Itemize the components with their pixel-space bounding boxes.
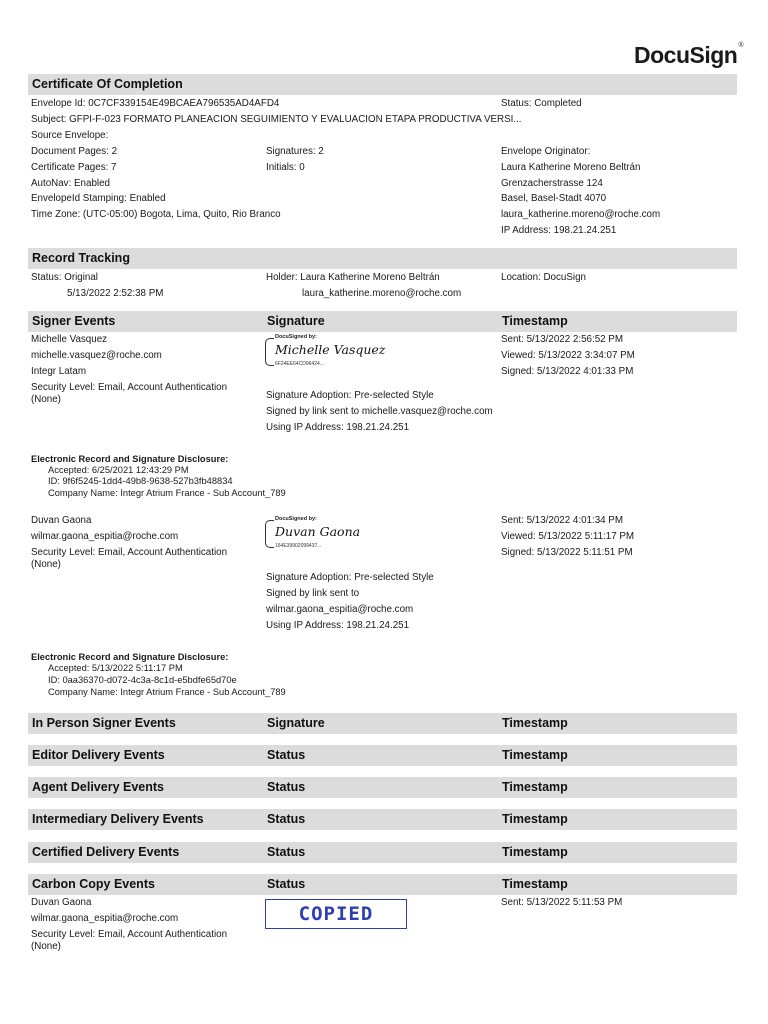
- cc-email: wilmar.gaona_espitia@roche.com: [31, 913, 179, 924]
- originator-city: Basel, Basel-Stadt 4070: [501, 193, 607, 204]
- originator-email: laura_katherine.moreno@roche.com: [501, 209, 661, 220]
- section-heading: Intermediary Delivery Events: [32, 812, 204, 826]
- cc-sent: Sent: 5/13/2022 5:11:53 PM: [501, 897, 623, 908]
- signer-2-email: wilmar.gaona_espitia@roche.com: [31, 531, 179, 542]
- record-holder: Holder: Laura Katherine Moreno Beltrán: [266, 272, 440, 283]
- signature-handwriting: Duvan Gaona: [275, 524, 361, 539]
- signer-2-signed-by-link-2: wilmar.gaona_espitia@roche.com: [266, 604, 414, 615]
- signer-1-viewed: Viewed: 5/13/2022 3:34:07 PM: [501, 350, 635, 361]
- signer-2-adoption: Signature Adoption: Pre-selected Style: [266, 572, 434, 583]
- signer-1-disclosure-title: Electronic Record and Signature Disclosure:: [31, 454, 229, 464]
- signature-header: DocuSigned by:: [275, 516, 317, 522]
- signer-2-viewed: Viewed: 5/13/2022 5:11:17 PM: [501, 531, 635, 542]
- signer-1-disclosure-company: Company Name: Integr Atrium France - Sub Account_789: [48, 488, 286, 498]
- source-envelope: Source Envelope:: [31, 130, 109, 141]
- carbon-copy-events-bar: [28, 874, 737, 895]
- originator-ip: IP Address: 198.21.24.251: [501, 225, 617, 236]
- signer-1-disclosure-id: ID: 9f6f5245-1dd4-49b8-9638-527b3fb48834: [48, 476, 233, 486]
- section-heading: Carbon Copy Events: [32, 877, 155, 891]
- signer-events-timestamp-col: Timestamp: [502, 314, 568, 328]
- signer-1-name: Michelle Vasquez: [31, 334, 108, 345]
- record-date: 5/13/2022 2:52:38 PM: [67, 288, 164, 299]
- signer-2-signed: Signed: 5/13/2022 5:11:51 PM: [501, 547, 633, 558]
- signer-1-disclosure-accepted: Accepted: 6/25/2021 12:43:29 PM: [48, 465, 189, 475]
- time-zone: Time Zone: (UTC-05:00) Bogota, Lima, Quito, Rio Branco: [31, 209, 281, 220]
- section-heading: Certified Delivery Events: [32, 845, 180, 859]
- signer-1-signature-image: [265, 334, 385, 370]
- document-pages: Document Pages: 2: [31, 146, 118, 157]
- registered-mark: ®: [738, 42, 744, 49]
- envelopeid-stamping: EnvelopeId Stamping: Enabled: [31, 193, 166, 204]
- record-location: Location: DocuSign: [501, 272, 586, 283]
- section-col3: Timestamp: [502, 716, 568, 730]
- signer-2-signature-image: [265, 516, 385, 552]
- section-heading: Agent Delivery Events: [32, 780, 164, 794]
- signature-bracket: [265, 520, 274, 548]
- signer-2-using-ip: Using IP Address: 198.21.24.251: [266, 620, 410, 631]
- record-tracking-heading: Record Tracking: [32, 251, 130, 265]
- certificate-heading: Certificate Of Completion: [32, 77, 183, 91]
- certified-delivery-events-bar: [28, 842, 737, 863]
- signer-2-disclosure-title: Electronic Record and Signature Disclosure:: [31, 652, 229, 662]
- signer-1-org: Integr Latam: [31, 366, 87, 377]
- agent-delivery-events-bar: [28, 777, 737, 798]
- logo-text: DocuSign: [634, 42, 738, 68]
- signer-1-email: michelle.vasquez@roche.com: [31, 350, 162, 361]
- record-tracking-bar: [28, 248, 737, 269]
- section-col2: Status: [267, 812, 306, 826]
- signer-1-using-ip: Using IP Address: 198.21.24.251: [266, 422, 410, 433]
- signer-1-signed: Signed: 5/13/2022 4:01:33 PM: [501, 366, 634, 377]
- envelope-id: Envelope Id: 0C7CF339154E49BCAEA796535AD4AFD4: [31, 98, 280, 109]
- cc-security-none: (None): [31, 941, 61, 952]
- section-col3: Timestamp: [502, 812, 568, 826]
- section-col2: Status: [267, 780, 306, 794]
- originator-street: Grenzacherstrasse 124: [501, 178, 603, 189]
- intermediary-delivery-events-bar: [28, 809, 737, 830]
- envelope-status: Status: Completed: [501, 98, 582, 109]
- signature-header: DocuSigned by:: [275, 334, 317, 340]
- envelope-subject: Subject: GFPI-F-023 FORMATO PLANEACION SEGUIMIENTO Y EVALUACION ETAPA PRODUCTIVA VERSI...: [31, 114, 522, 125]
- section-heading: In Person Signer Events: [32, 716, 176, 730]
- signer-2-sent: Sent: 5/13/2022 4:01:34 PM: [501, 515, 624, 526]
- section-col3: Timestamp: [502, 748, 568, 762]
- signature-handwriting: Michelle Vasquez: [275, 342, 386, 357]
- signature-hash: 164E39902099437...: [275, 543, 322, 549]
- record-holder-email: laura_katherine.moreno@roche.com: [302, 288, 462, 299]
- signer-events-signature-col: Signature: [267, 314, 325, 328]
- in-person-signer-events-bar: [28, 713, 737, 734]
- signer-1-sent: Sent: 5/13/2022 2:56:52 PM: [501, 334, 624, 345]
- section-heading: Editor Delivery Events: [32, 748, 165, 762]
- cc-security: Security Level: Email, Account Authentication: [31, 929, 228, 940]
- signer-events-heading: Signer Events: [32, 314, 116, 328]
- certificate-heading-bar: [28, 74, 737, 95]
- signer-1-security-none: (None): [31, 394, 61, 405]
- docusign-logo: [634, 42, 743, 69]
- signer-2-name: Duvan Gaona: [31, 515, 92, 526]
- copied-stamp: COPIED: [265, 899, 407, 929]
- section-col2: Status: [267, 845, 306, 859]
- signer-events-bar: [28, 311, 737, 332]
- section-col3: Timestamp: [502, 877, 568, 891]
- originator-label: Envelope Originator:: [501, 146, 591, 157]
- signer-2-disclosure-id: ID: 0aa36370-d072-4c3a-8c1d-e5bdfe65d70e: [48, 675, 237, 685]
- cc-name: Duvan Gaona: [31, 897, 92, 908]
- signer-2-disclosure-accepted: Accepted: 5/13/2022 5:11:17 PM: [48, 663, 183, 673]
- signer-2-security-none: (None): [31, 559, 61, 570]
- signer-2-security: Security Level: Email, Account Authentication: [31, 547, 228, 558]
- signer-2-disclosure-company: Company Name: Integr Atrium France - Sub Account_789: [48, 687, 286, 697]
- signatures-count: Signatures: 2: [266, 146, 324, 157]
- signer-2-signed-by-link-1: Signed by link sent to: [266, 588, 360, 599]
- initials-count: Initials: 0: [266, 162, 305, 173]
- section-col2: Signature: [267, 716, 325, 730]
- signer-1-signed-by-link: Signed by link sent to michelle.vasquez@roche.com: [266, 406, 493, 417]
- originator-name: Laura Katherine Moreno Beltrán: [501, 162, 641, 173]
- editor-delivery-events-bar: [28, 745, 737, 766]
- section-col2: Status: [267, 748, 306, 762]
- signer-1-adoption: Signature Adoption: Pre-selected Style: [266, 390, 434, 401]
- certificate-pages: Certificate Pages: 7: [31, 162, 117, 173]
- signature-hash: 6F24EE64CD96424...: [275, 361, 324, 367]
- section-col3: Timestamp: [502, 780, 568, 794]
- section-col3: Timestamp: [502, 845, 568, 859]
- section-col2: Status: [267, 877, 306, 891]
- signature-bracket: [265, 338, 274, 366]
- signer-1-security: Security Level: Email, Account Authentication: [31, 382, 228, 393]
- autonav: AutoNav: Enabled: [31, 178, 110, 189]
- record-status: Status: Original: [31, 272, 98, 283]
